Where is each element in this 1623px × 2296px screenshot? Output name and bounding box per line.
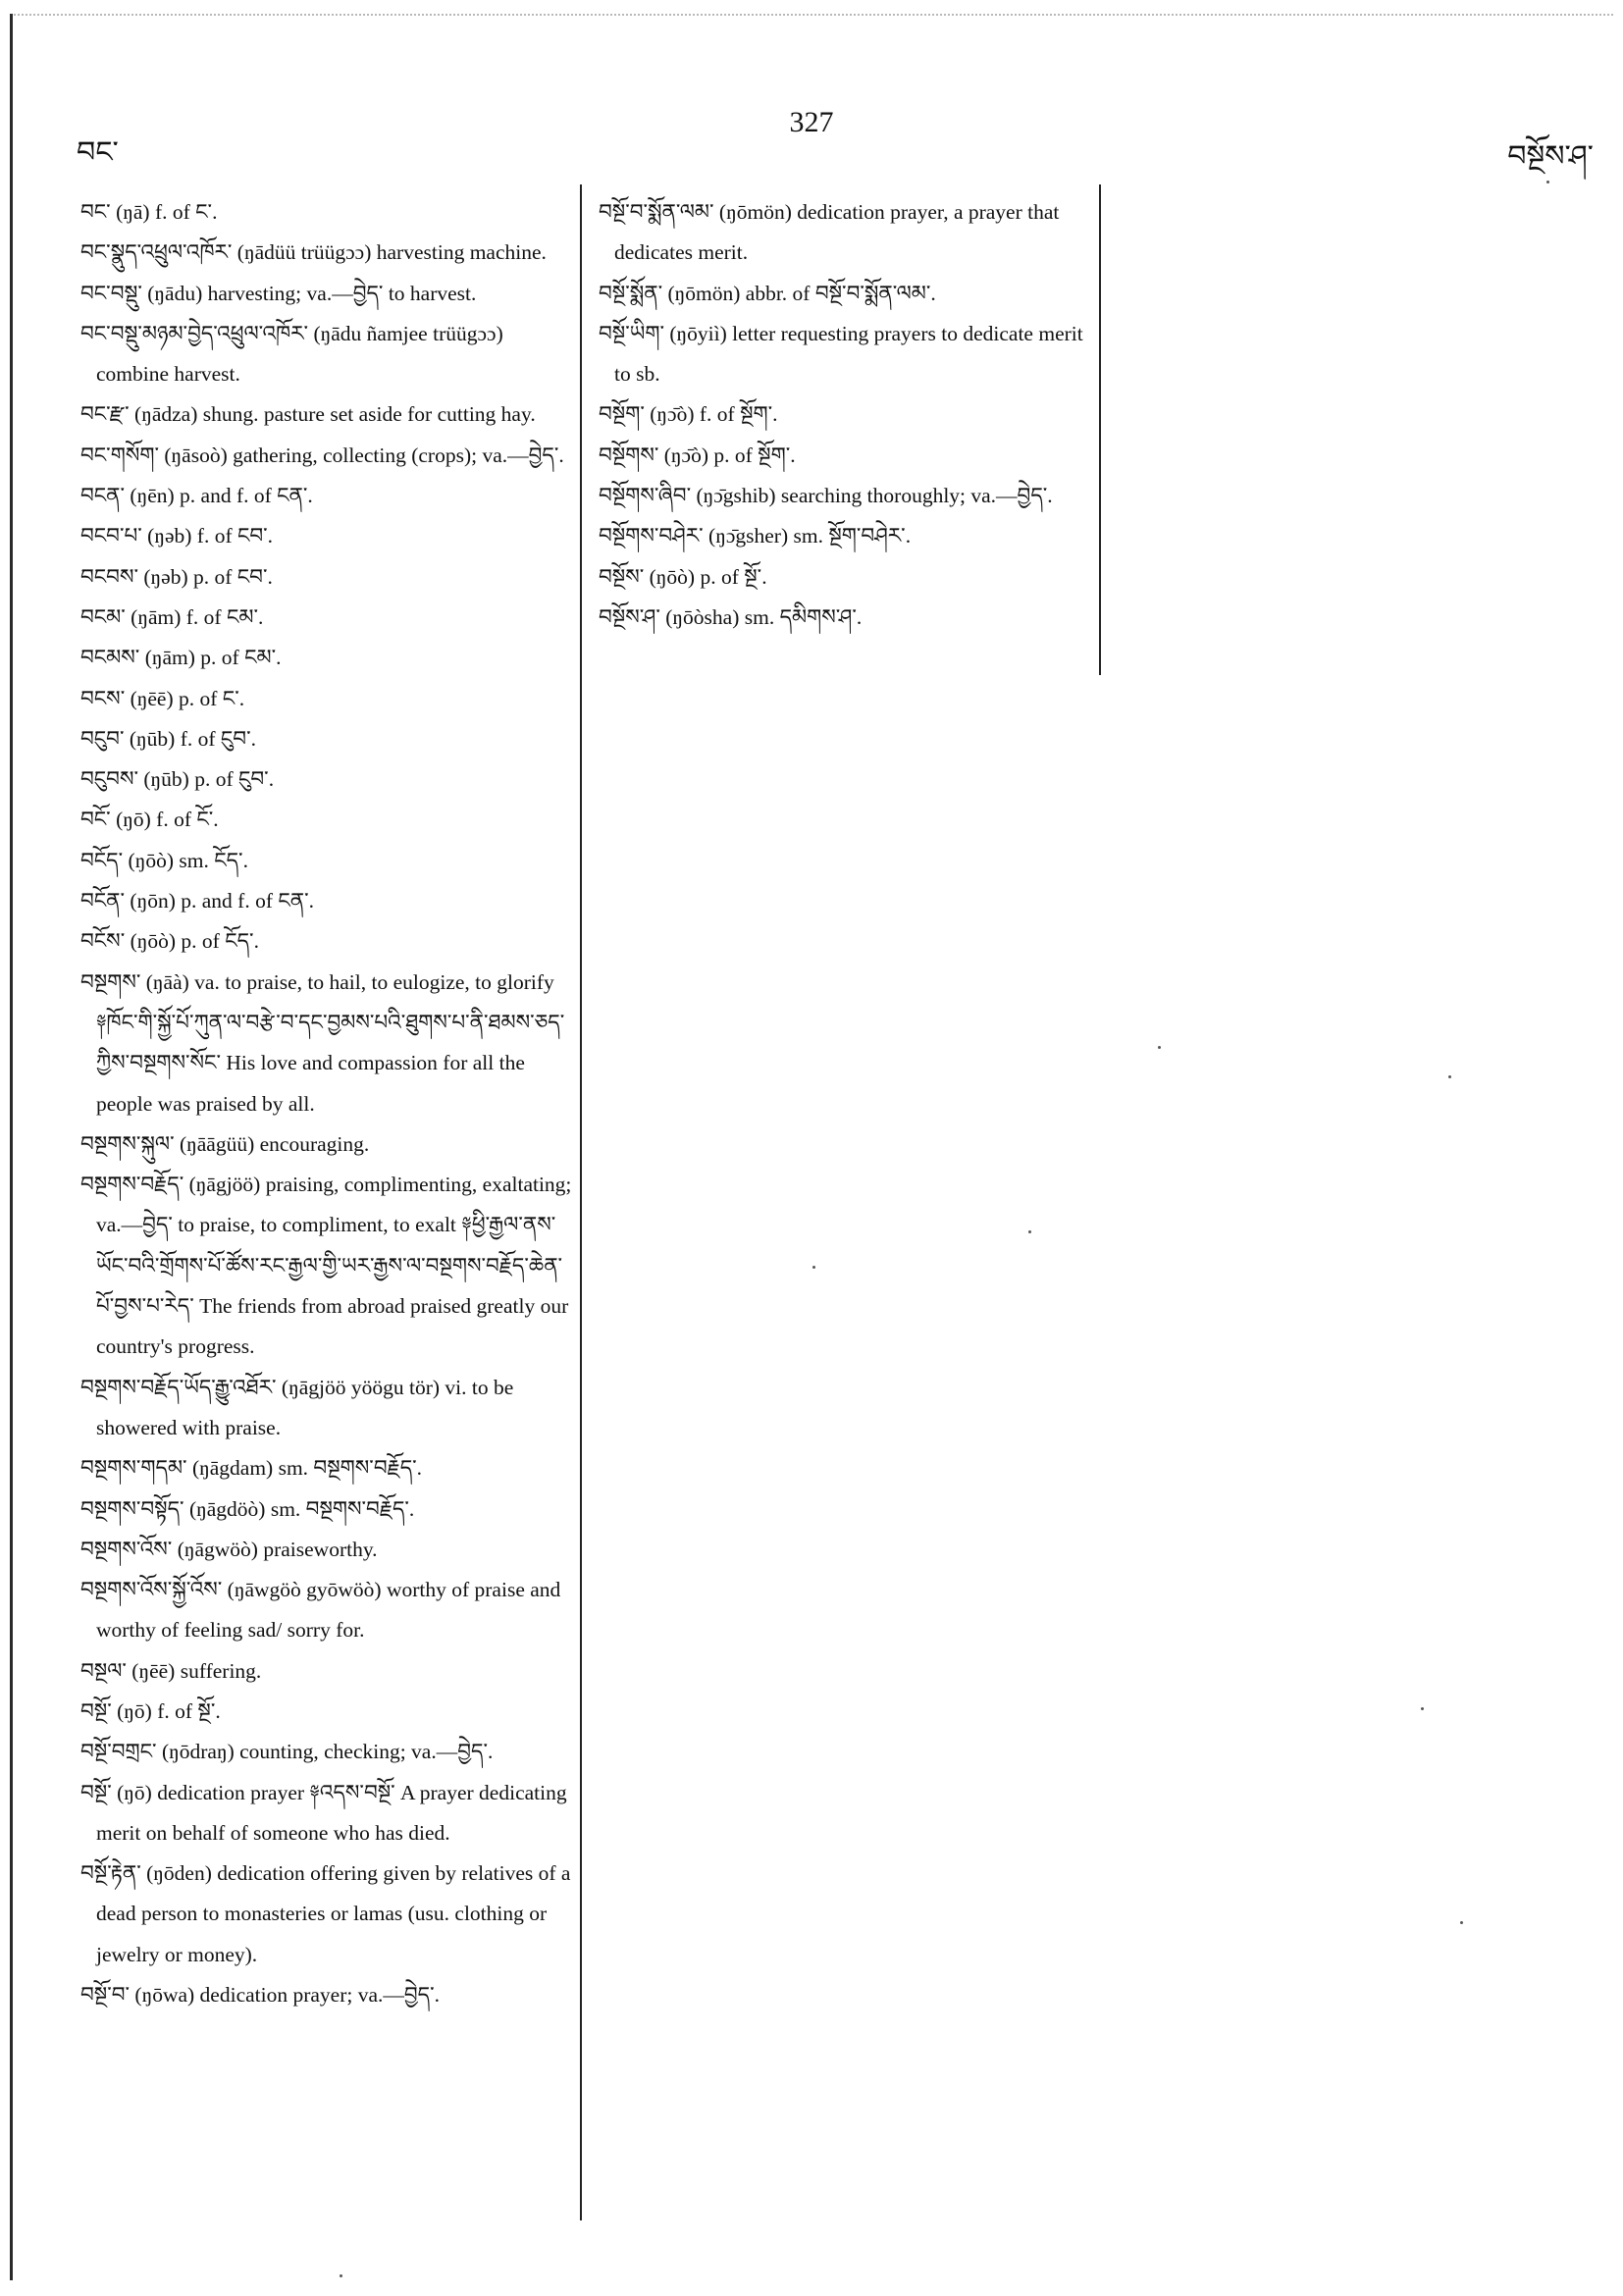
entry-headword: བསྔོགས་ཞིབ་ (599, 484, 692, 508)
entry-headword: བང་རྫ་ (80, 402, 130, 427)
entry-definition: (ŋōyiì) letter requesting prayers to dedicate merit to sb. (614, 321, 1083, 387)
entry-headword: བངན་ (80, 484, 126, 508)
entry-headword: བངུབས་ (80, 767, 138, 792)
dictionary-entry (80, 638, 576, 678)
dictionary-entry (80, 963, 576, 1124)
entry-headword: བསྔོགས་ (599, 443, 659, 467)
dictionary-entry (80, 314, 576, 395)
dictionary-entry (599, 394, 1084, 435)
dictionary-entry (80, 394, 576, 435)
right-column (599, 192, 1084, 638)
dictionary-entry (80, 1853, 576, 1975)
dictionary-entry (80, 759, 576, 800)
entry-headword: བསྔོས་ཤ་ (599, 604, 660, 629)
entry-definition: (ŋɔ̄gsher) sm. སྔོག་བཤེར་. (703, 524, 912, 548)
dictionary-entry (80, 841, 576, 881)
entry-definition: (ŋō) dedication prayer ༈འདས་བསྔོ་ A prayer dedicating merit on behalf of someone who has died. (96, 1780, 567, 1845)
dictionary-entry (80, 1570, 576, 1651)
entry-headword: བསྔགས་བསྟོད་ (80, 1496, 184, 1521)
entry-definition: (ŋəb) f. of ངབ་. (141, 524, 274, 548)
entry-headword: བངོན་ (80, 889, 126, 913)
entry-headword: བསྔོག་ (599, 402, 645, 427)
dictionary-entry (599, 274, 1084, 314)
entry-definition: (ŋūb) p. of ངུབ་. (138, 767, 275, 792)
entry-headword: བསྔོ་རྟེན་ (80, 1861, 141, 1886)
entry-definition: (ŋēn) p. and f. of ངན་. (125, 484, 313, 508)
entry-definition: (ŋōdraŋ) counting, checking; va.—བྱེད་. (156, 1740, 494, 1764)
entry-definition: (ŋā) f. of ང་. (110, 200, 218, 224)
entry-headword: བསྔགས་ (80, 969, 141, 994)
dictionary-entry (80, 679, 576, 719)
entry-definition: (ŋəb) p. of ངབ་. (138, 564, 273, 589)
entry-headword: བསྔོ་ (80, 1780, 112, 1804)
entry-definition: (ŋōden) dedication offering given by relatives of a dead person to monasteries or lamas (usu. clothing or jewelry or money). (96, 1861, 571, 1966)
dictionary-entry (599, 557, 1084, 598)
dictionary-entry (80, 1651, 576, 1692)
scan-top-edge (10, 14, 1613, 20)
running-head-left: བང་ (77, 136, 119, 169)
entry-definition: (ŋāgdöò) sm. བསྔགས་བརྗོད་. (183, 1496, 415, 1521)
scan-speck (1546, 181, 1549, 183)
entry-headword: བསྔགས་སྐུལ་ (80, 1131, 175, 1156)
dictionary-entry (80, 436, 576, 476)
page-number: 327 (789, 106, 834, 138)
entry-definition: (ŋōò) p. of སྔོ་. (644, 564, 767, 589)
entry-definition: (ŋādza) shung. pasture set aside for cutting hay. (129, 402, 536, 427)
entry-headword: བསྔོ་ཡིག་ (599, 321, 664, 345)
entry-headword: བངུབ་ (80, 726, 125, 751)
entry-headword: བངོད་ (80, 848, 124, 872)
entry-definition: (ŋādüü trüügɔɔ) harvesting machine. (232, 240, 547, 265)
scan-speck (1028, 1230, 1031, 1233)
entry-definition: (ŋāgdam) sm. བསྔགས་བརྗོད་. (186, 1456, 423, 1481)
entry-definition: (ŋūb) f. of ངུབ་. (124, 726, 256, 751)
entry-definition: (ŋāgwöò) praiseworthy. (172, 1537, 378, 1561)
entry-definition: (ŋō) f. of ངོ་. (110, 808, 219, 832)
entry-headword: བསྔལ་ (80, 1658, 127, 1683)
entry-definition: (ŋām) p. of ངམ་. (139, 646, 282, 670)
scan-speck (812, 1266, 815, 1269)
entry-headword: བསྔགས་བརྗོད་ཡོད་རྒྱུ་འཐོར་ (80, 1375, 277, 1399)
entry-headword: བང་སྣུད་འཕྲུལ་འཁོར་ (80, 240, 233, 265)
scan-speck (1460, 1921, 1463, 1924)
entry-definition: (ŋōmön) dedication prayer, a prayer that dedicates merit. (614, 200, 1060, 265)
entry-headword: བསྔོ་བ་སྨོན་ལམ་ (599, 200, 714, 224)
entry-headword: བསྔགས་འོས་ (80, 1537, 173, 1561)
entry-headword: བངབས་ (80, 564, 138, 589)
dictionary-entry (80, 1530, 576, 1570)
dictionary-entry (599, 598, 1084, 638)
entry-definition: (ŋō) f. of སྔོ་. (111, 1698, 221, 1723)
scan-speck (340, 2274, 342, 2277)
dictionary-entry (80, 557, 576, 598)
dictionary-entry (80, 1165, 576, 1367)
dictionary-entry (80, 192, 576, 233)
entry-headword: བང་གསོག་ (80, 443, 160, 467)
entry-definition: (ŋɔ̄gshib) searching thoroughly; va.—བྱེད་. (691, 484, 1053, 508)
entry-definition: (ŋāāgüü) encouraging. (174, 1131, 370, 1156)
dictionary-entry (80, 233, 576, 273)
entry-definition: (ŋāwgöò gyōwöò) worthy of praise and worthy of feeling sad/ sorry for. (96, 1578, 561, 1643)
entry-definition: (ŋādu) harvesting; va.—བྱེད་ to harvest. (141, 281, 477, 305)
dictionary-entry (80, 1975, 576, 2015)
entry-headword: བསྔོ་བགྲང་ (80, 1740, 157, 1764)
dictionary-entry (599, 192, 1084, 274)
dictionary-entry (80, 274, 576, 314)
entry-headword: བང་བསྡུ་མཉམ་བྱེད་འཕྲུལ་འཁོར་ (80, 321, 309, 345)
entry-headword: བང་བསྡུ་ (80, 281, 142, 305)
entry-definition: (ŋādu ñamjee trüügɔɔ) combine harvest. (96, 321, 503, 387)
entry-headword: བསྔོགས་བཤེར་ (599, 524, 704, 548)
entry-definition: (ŋāsoò) gathering, collecting (crops); va.—བྱེད་. (159, 443, 564, 467)
scan-left-edge (10, 14, 13, 2280)
entry-definition: (ŋōn) p. and f. of ངན་. (125, 889, 314, 913)
dictionary-entry (80, 516, 576, 556)
entry-headword: བསྔོས་ (599, 564, 645, 589)
entry-headword: བསྔགས་བརྗོད་ (80, 1173, 184, 1197)
dictionary-entry (80, 1732, 576, 1772)
dictionary-entry (599, 436, 1084, 476)
entry-definition: (ŋāgjöö yöögu tör) vi. to be showered with praise. (96, 1375, 514, 1439)
entry-headword: བང་ (80, 200, 111, 224)
entry-headword: བངོ་ (80, 808, 111, 832)
entry-definition: (ŋɔ̄ò) p. of སྔོག་. (658, 443, 796, 467)
entry-definition: (ŋāgjöö) praising, complimenting, exaltating; va.—བྱེད་ to praise, to compliment, to exalt ༈ཕྱི་རྒྱལ་ནས་ཡོང་བའི་གྲོགས་པོ་ཚོས་རང་རྒྱལ་གྱི་ཡར་རྒྱས་ལ་བསྔགས་བརྗོད་ཆེན་པོ་བྱས་པ་རེད་ The friends from abroad praised greatly our country's progress. (96, 1173, 572, 1359)
entry-definition: (ŋēē) p. of ང་. (125, 686, 245, 710)
entry-definition: (ŋōò) p. of ངོད་. (125, 929, 259, 954)
entry-definition: (ŋōòsha) sm. དམིགས་ཤ་. (659, 604, 863, 629)
dictionary-entry (80, 921, 576, 962)
dictionary-entry (80, 1773, 576, 1854)
scan-speck (1158, 1046, 1161, 1049)
scan-speck (1421, 1707, 1424, 1710)
dictionary-entry (80, 800, 576, 840)
entry-definition: (ŋōò) sm. ངོད་. (123, 848, 248, 872)
dictionary-entry (599, 516, 1084, 556)
entry-headword: བངོས་ (80, 929, 126, 954)
entry-definition: (ŋēē) suffering. (126, 1658, 262, 1683)
entry-headword: བསྔགས་གདམ་ (80, 1456, 187, 1481)
dictionary-entry (80, 1368, 576, 1449)
entry-definition: (ŋɔ̄ò) f. of སྔོག་. (644, 402, 778, 427)
entry-headword: བངབ་པ་ (80, 524, 142, 548)
dictionary-entry (80, 719, 576, 759)
dictionary-entry (80, 598, 576, 638)
running-head-right: བསྔོས་ཤ་ (1507, 140, 1594, 173)
dictionary-entry (599, 476, 1084, 516)
left-column (80, 192, 576, 2015)
entry-headword: བསྔོ་བ་ (80, 1983, 131, 2008)
entry-definition: (ŋām) f. of ངམ་. (125, 604, 264, 629)
dictionary-entry (80, 1124, 576, 1165)
column-divider (580, 184, 582, 2220)
dictionary-entry (599, 314, 1084, 395)
dictionary-entry (80, 1692, 576, 1732)
scan-speck (1448, 1075, 1451, 1078)
right-column-rule (1099, 184, 1101, 675)
entry-headword: བངམ་ (80, 604, 126, 629)
entry-definition: (ŋāà) va. to praise, to hail, to eulogize, to glorify ༈ཁོང་གི་སྐྱོ་པོ་ཀུན་ལ་བརྩེ་བ་དང་བྱམས་པའི་ཐུགས་པ་ནི་ཐམས་ཅད་ཀྱིས་བསྔགས་སོང་ His love and compassion for all the people was praised by all. (96, 969, 565, 1116)
entry-headword: བསྔགས་འོས་སྐྱོ་འོས་ (80, 1578, 223, 1602)
entry-headword: བསྔོ་སྨོན་ (599, 281, 663, 305)
entry-headword: བསྔོ་ (80, 1698, 112, 1723)
entry-definition: (ŋōwa) dedication prayer; va.—བྱེད་. (130, 1983, 441, 2008)
entry-definition: (ŋōmön) abbr. of བསྔོ་བ་སྨོན་ལམ་. (662, 281, 936, 305)
entry-headword: བངམས་ (80, 646, 140, 670)
dictionary-entry (80, 476, 576, 516)
entry-headword: བངས་ (80, 686, 126, 710)
dictionary-entry (80, 1448, 576, 1488)
dictionary-entry (80, 881, 576, 921)
dictionary-entry (80, 1489, 576, 1530)
